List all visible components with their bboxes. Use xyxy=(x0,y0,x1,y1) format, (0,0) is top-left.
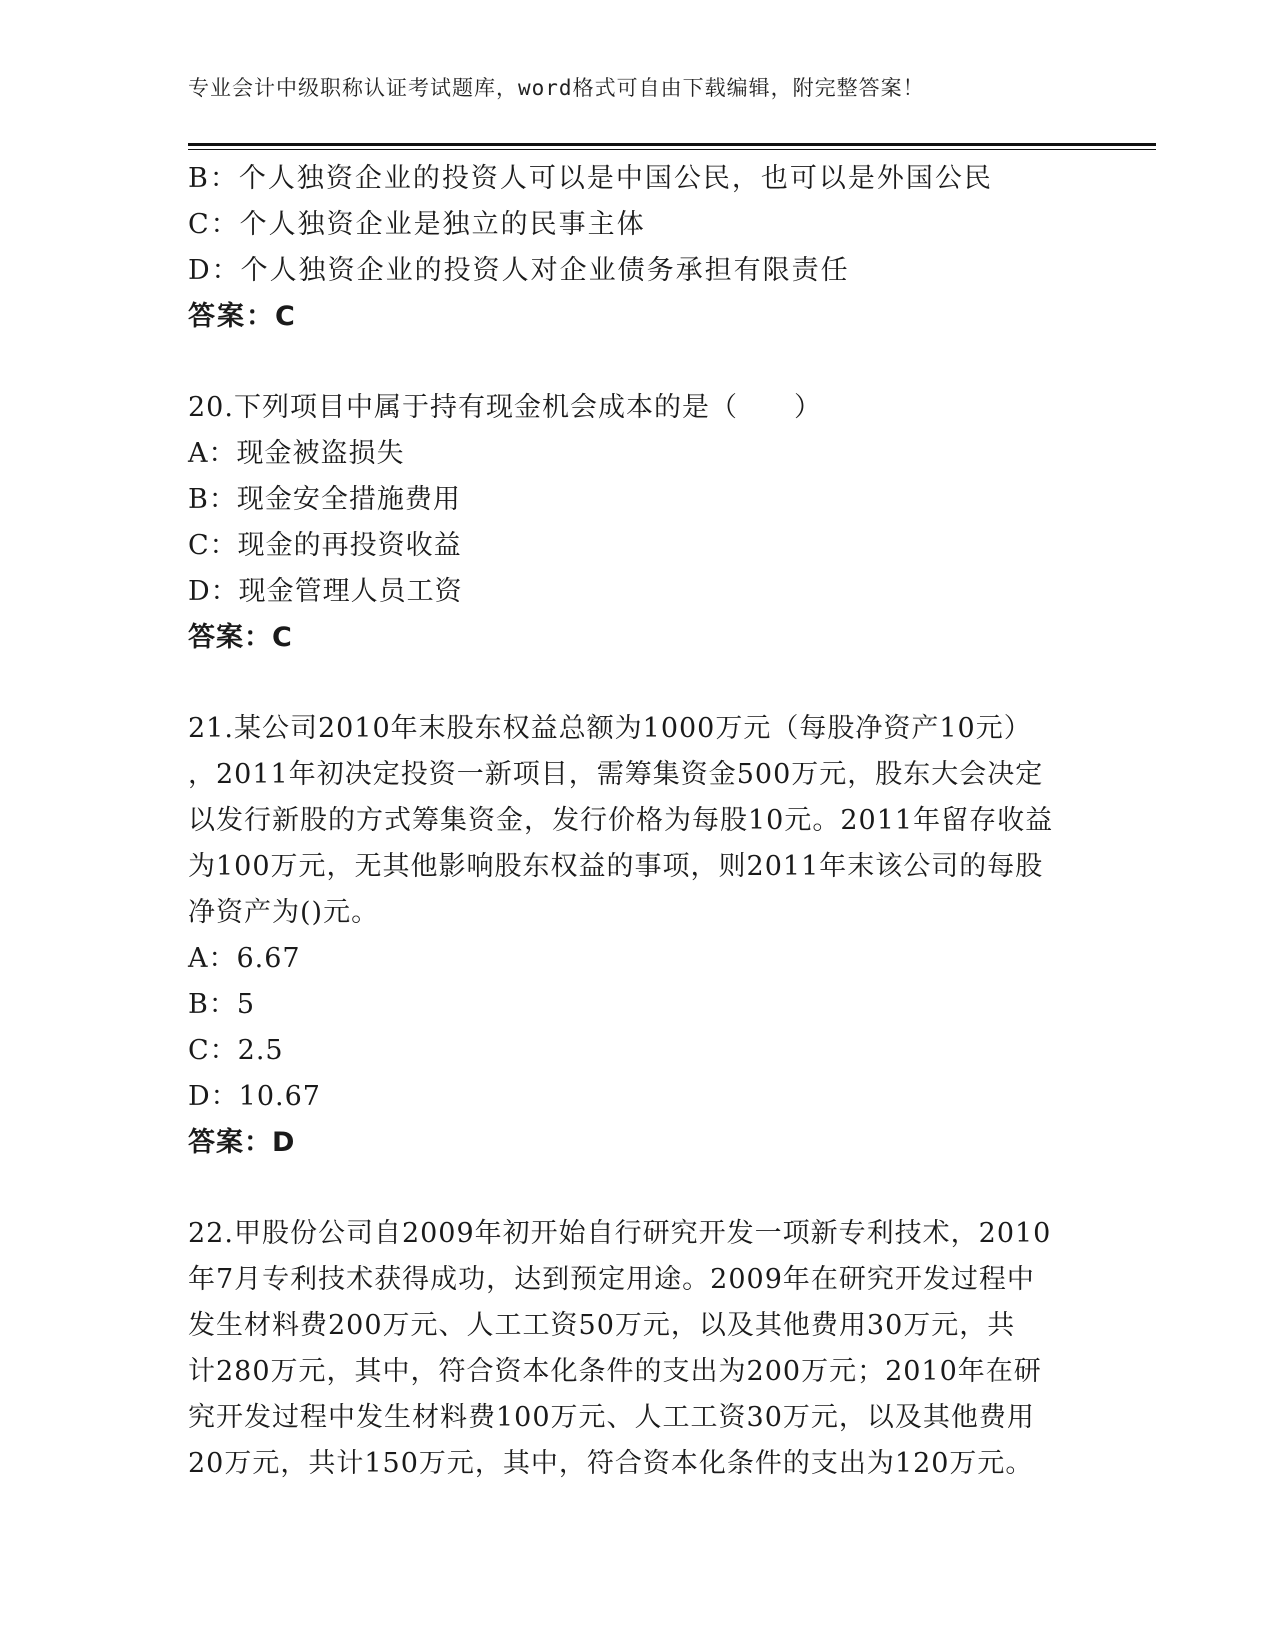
question-stem-line: 20万元，共计150万元，其中，符合资本化条件的支出为120万元。 xyxy=(188,1448,1034,1479)
option-b: B：现金安全措施费用 xyxy=(188,484,461,515)
option-d: D：10.67 xyxy=(188,1081,321,1112)
option-b: B：个人独资企业的投资人可以是中国公民，也可以是外国公民 xyxy=(188,163,993,194)
question-stem-line: 22.甲股份公司自2009年初开始自行研究开发一项新专利技术，2010 xyxy=(188,1218,1052,1249)
document-body xyxy=(188,156,1088,1487)
page-header: 专业会计中级职称认证考试题库，word格式可自由下载编辑，附完整答案！ xyxy=(188,76,925,100)
question-stem-line: 为100万元，无其他影响股东权益的事项，则2011年末该公司的每股 xyxy=(188,851,1044,882)
question-stem-line: 计280万元，其中，符合资本化条件的支出为200万元；2010年在研 xyxy=(188,1356,1042,1387)
question-stem-line: 21.某公司2010年末股东权益总额为1000万元（每股净资产10元） xyxy=(188,713,1032,744)
answer: 答案：D xyxy=(188,1127,296,1158)
option-c: C：2.5 xyxy=(188,1035,284,1066)
question-21 xyxy=(188,706,1088,1166)
option-c: C：现金的再投资收益 xyxy=(188,530,462,561)
answer: 答案：C xyxy=(188,301,297,332)
question-stem-line: 年7月专利技术获得成功，达到预定用途。2009年在研究开发过程中 xyxy=(188,1264,1035,1295)
question-stem-line: 究开发过程中发生材料费100万元、人工工资30万元，以及其他费用 xyxy=(188,1402,1035,1433)
question-stem-line: 发生材料费200万元、人工工资50万元，以及其他费用30万元，共 xyxy=(188,1310,1016,1341)
option-c: C：个人独资企业是独立的民事主体 xyxy=(188,209,646,240)
question-stem: 20.下列项目中属于持有现金机会成本的是（ ） xyxy=(188,392,822,423)
option-d: D：个人独资企业的投资人对企业债务承担有限责任 xyxy=(188,255,850,286)
header-rule-thin xyxy=(188,149,1156,150)
header-rule-thick xyxy=(188,143,1156,146)
option-d: D：现金管理人员工资 xyxy=(188,576,463,607)
question-stem-line: ，2011年初决定投资一新项目，需筹集资金500万元，股东大会决定 xyxy=(188,759,1044,790)
question-19-tail xyxy=(188,156,1088,340)
option-b: B：5 xyxy=(188,989,256,1020)
question-22 xyxy=(188,1211,1088,1487)
question-20 xyxy=(188,385,1088,661)
answer: 答案：C xyxy=(188,622,293,653)
question-stem-line: 以发行新股的方式筹集资金，发行价格为每股10元。2011年留存收益 xyxy=(188,805,1054,836)
option-a: A：6.67 xyxy=(188,943,301,974)
option-a: A：现金被盗损失 xyxy=(188,438,405,469)
question-stem-line: 净资产为()元。 xyxy=(188,897,380,928)
